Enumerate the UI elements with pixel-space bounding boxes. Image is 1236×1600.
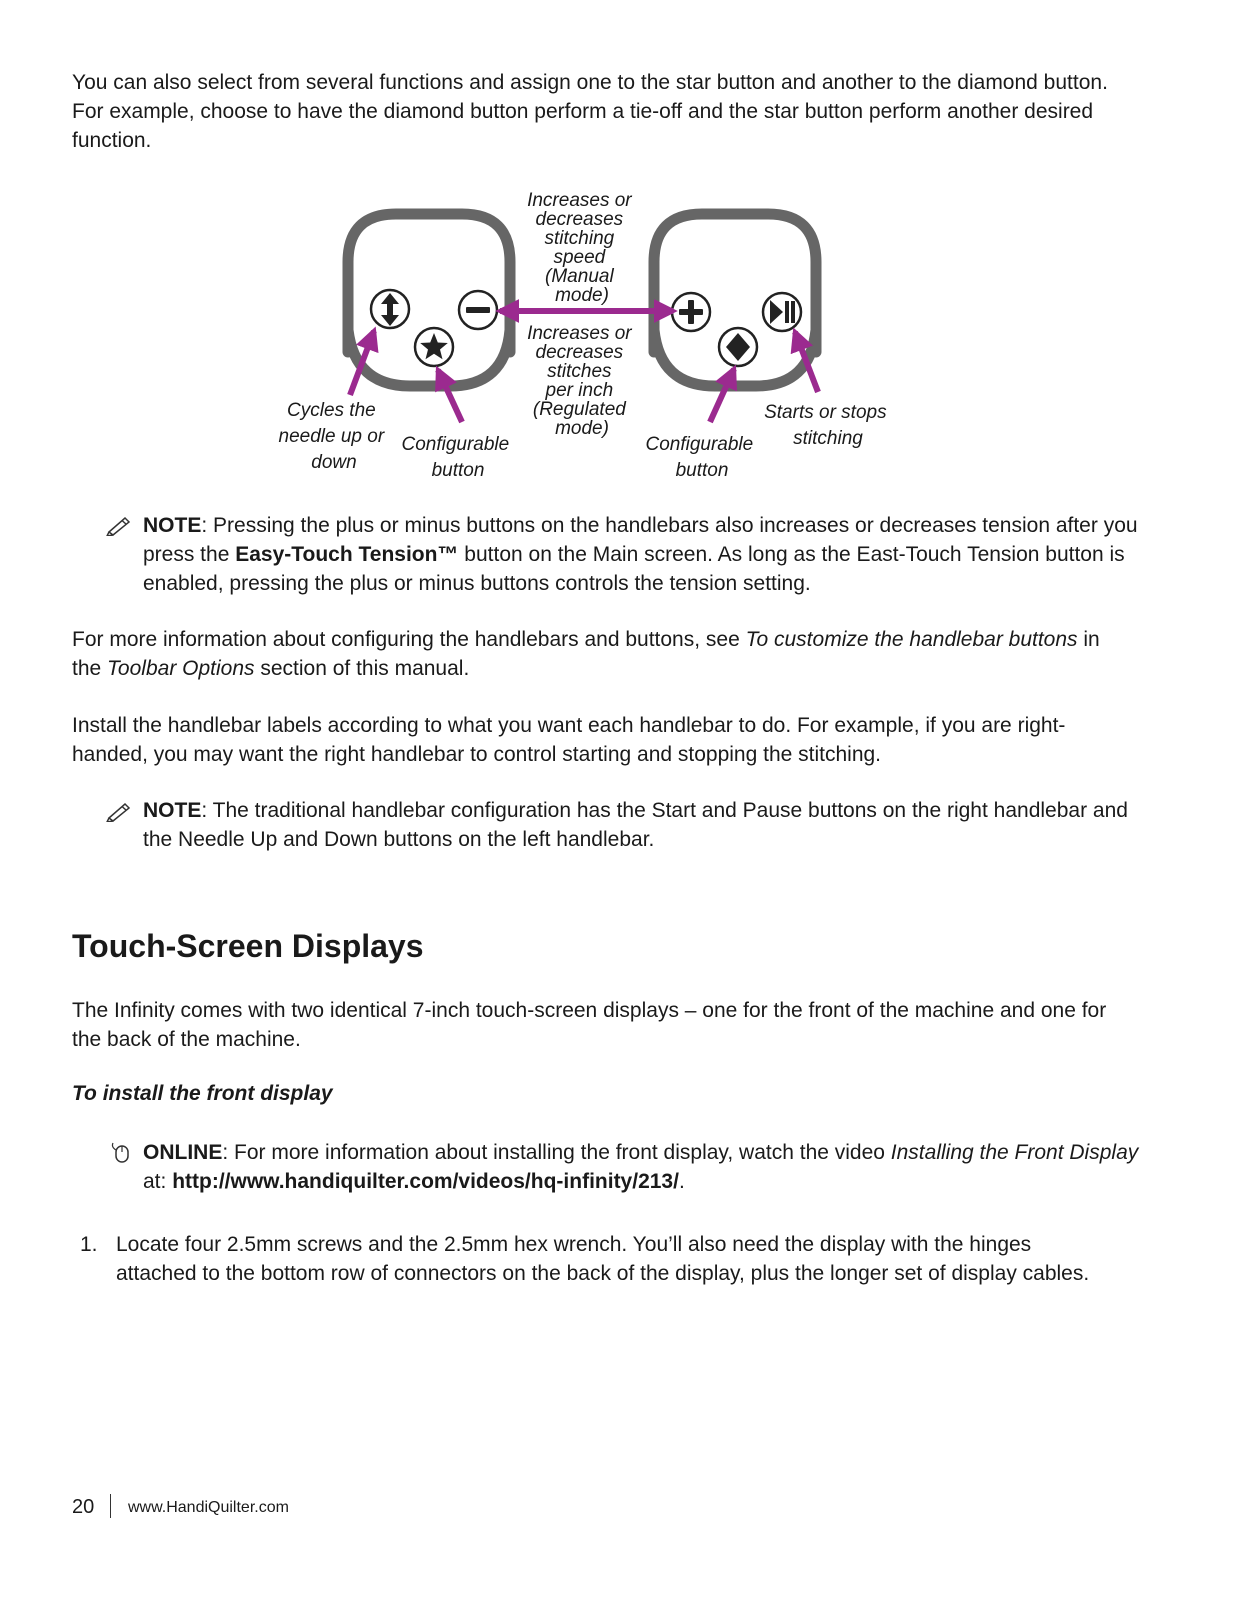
note-label: NOTE <box>143 514 202 537</box>
video-link[interactable]: http://www.handiquilter.com/videos/hq-infinity/213/ <box>172 1170 679 1193</box>
intro-paragraph: You can also select from several functions and assign one to the star button and another to the diamond button. For example, choose to have the diamond button perform a tie-off and the star button perform another desired function. <box>72 71 1108 152</box>
configurable-right-label: Configurable button <box>645 434 754 481</box>
star-left-arrow <box>438 370 462 422</box>
procedure-subheading: To install the front display <box>72 1082 333 1105</box>
pencil-icon <box>105 514 133 536</box>
footer-divider <box>110 1494 111 1518</box>
displays-paragraph: The Infinity comes with two identical 7-inch touch-screen displays – one for the front of the machine and one for the back of the machine. <box>72 999 1107 1051</box>
section-heading: Touch-Screen Displays <box>72 928 424 964</box>
needle-label: Cycles the needle up or down <box>278 400 385 473</box>
speed-label: Increases or decreases stitching speed (Manual mode) <box>527 190 632 306</box>
play-pause-button-icon <box>763 293 801 331</box>
note-tension: NOTE: Pressing the plus or minus buttons on the handlebars also increases or decreases tension after you press the Easy-Touch Tension™ button on the Main screen. As long as the East-Touch Tension button is enabled, pressing the plus or minus buttons controls the tension setting. <box>143 514 1138 595</box>
note-traditional: NOTE: The traditional handlebar configuration has the Start and Pause buttons on the right handlebar and the Needle Up and Down buttons on the left handlebar. <box>143 799 1128 851</box>
star-button-icon <box>415 328 453 366</box>
step-text: Locate four 2.5mm screws and the 2.5mm hex wrench. You’ll also need the display with the hinges attached to the bottom row of connectors on the back of the display, plus the longer set of display cables. <box>116 1233 1090 1285</box>
stitches-per-inch-label: Increases or decreases stitches per inch (Regulated mode) <box>527 323 632 439</box>
step-number: 1. <box>80 1233 98 1256</box>
configurable-left-label: Configurable button <box>401 434 510 481</box>
pencil-icon <box>105 800 133 822</box>
diamond-button-icon <box>719 328 757 366</box>
handlebar-diagram <box>0 0 1236 500</box>
diamond-right-arrow <box>710 369 734 422</box>
page-number: 20 <box>72 1496 95 1518</box>
start-stop-label: Starts or stops stitching <box>764 402 887 449</box>
needle-up-down-icon <box>371 290 409 328</box>
minus-button-icon <box>459 291 497 329</box>
plus-button-icon <box>672 293 710 331</box>
online-note: ONLINE: For more information about installing the front display, watch the video Installing the Front Display at: http://www.handiquilter.com/videos/hq-infinity/213/. <box>143 1141 1139 1193</box>
labels-paragraph: Install the handlebar labels according to what you want each handlebar to do. For example, if you are right-handed, you may want the right handlebar to control starting and stopping the stitching. <box>72 714 1066 766</box>
footer-url: www.HandiQuilter.com <box>128 1499 289 1516</box>
mouse-icon <box>105 1141 133 1163</box>
configuration-paragraph: For more information about configuring the handlebars and buttons, see To customize the handlebar buttons in the Toolbar Options section of this manual. <box>72 628 1100 680</box>
